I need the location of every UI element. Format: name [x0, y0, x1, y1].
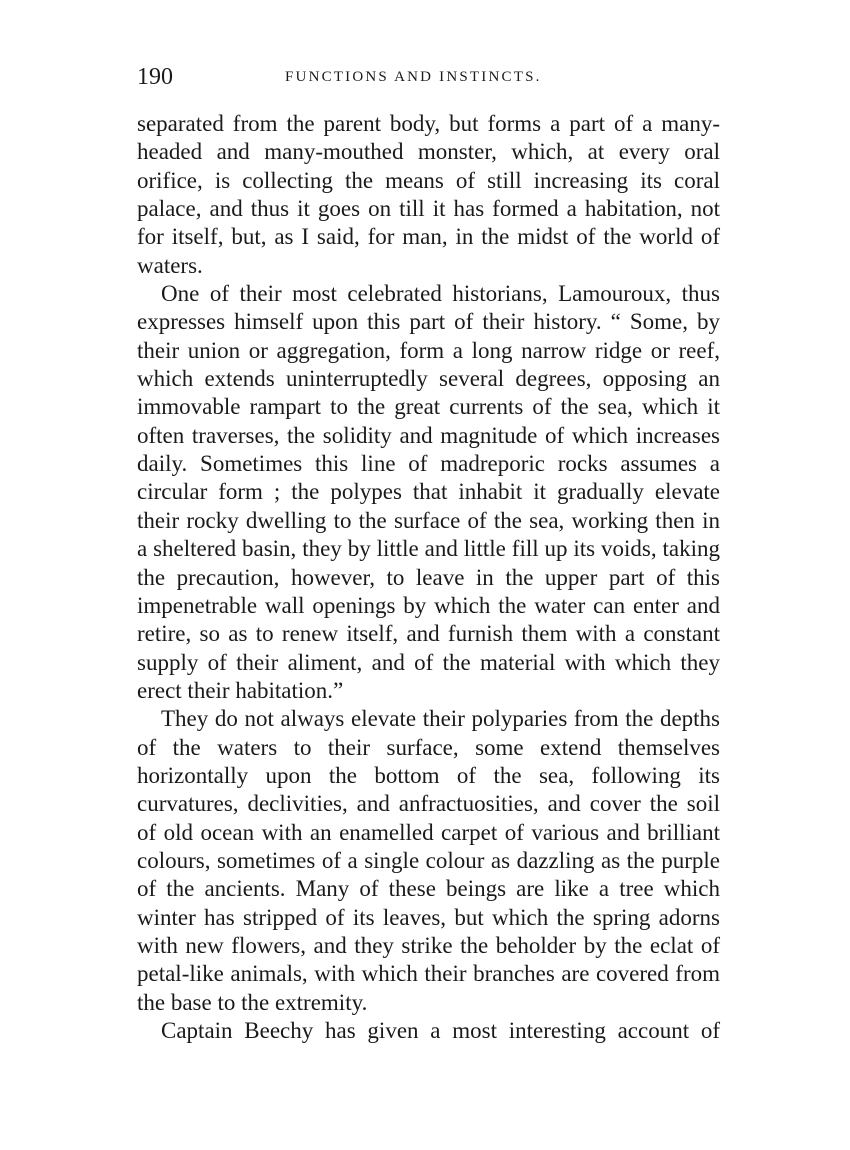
paragraph-polyparies: They do not always elevate their polyparies from the depths of the waters to their surface, some extend themselves horizontally upon the bottom of the sea, following its curvatures, declivities, and anfractuosities, and cover the soil of old ocean with an enamelled carpet of various and brilliant colours, sometimes of a single colour as dazzling as the purple of the ancients. Many of these beings are like a tree which winter has stripped of its leaves, but which the spring adorns with new flowers, and they strike the beholder by the eclat of petal-like animals, with which their branches are covered from the base to the extremity.	[137, 706, 720, 1015]
body-text	[137, 110, 720, 1045]
paragraph-continuation: separated from the parent body, but forms a part of a many-headed and many-mouthed monster, which, at every oral orifice, is collecting the means of still increasing its coral palace, and thus it goes on till it has formed a habitation, not for itself, but, as I said, for man, in the midst of the world of waters.	[137, 111, 720, 278]
paragraph-lamouroux-quote: One of their most celebrated historians, Lamouroux, thus expresses himself upon this part of their history. “ Some, by their union or aggregation, form a long narrow ridge or reef, which extends uninterruptedly several degrees, opposing an immovable rampart to the great currents of the sea, which it often traverses, the solidity and magnitude of which increases daily. Sometimes this line of madreporic rocks assumes a circular form ; the polypes that inhabit it gradually elevate their rocky dwelling to the surface of the sea, working then in a sheltered basin, they by little and little fill up its voids, taking the precaution, however, to leave in the upper part of this impenetrable wall openings by which the water can enter and retire, so as to renew itself, and furnish them with a constant supply of their aliment, and of the material with which they erect their habitation.”	[137, 281, 720, 703]
paragraph-captain-beechy: Captain Beechy has given a most interesting account of	[161, 1018, 720, 1043]
running-title: FUNCTIONS AND INSTINCTS.	[285, 69, 542, 85]
page-number: 190	[137, 64, 173, 90]
running-head	[137, 62, 720, 92]
